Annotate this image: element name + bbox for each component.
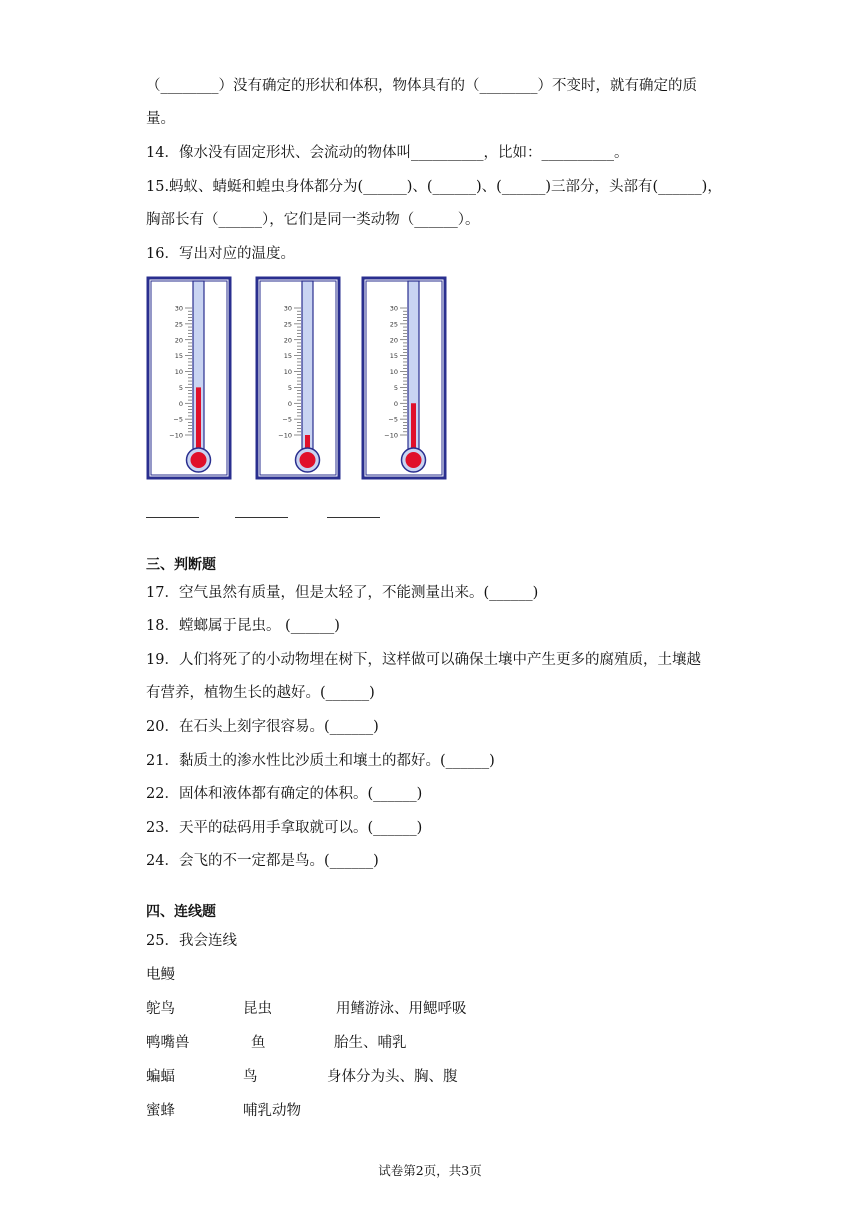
question-15-line-2: 胸部长有（______），它们是同一类动物（______）。	[146, 212, 480, 228]
question-18: 18．螳螂属于昆虫。 (______)	[146, 618, 340, 634]
thermometer-tick-label: 0	[393, 399, 398, 408]
thermometer-tick-label: 20	[174, 336, 183, 345]
match-right-3[interactable]: 身体分为头、胸、腹	[327, 1069, 458, 1085]
match-middle-1[interactable]: 昆虫	[243, 1001, 272, 1017]
thermometer-tick-label: 10	[174, 368, 183, 376]
section-3-title: 三、判断题	[146, 557, 216, 573]
q13-line-2: 量。	[146, 111, 175, 127]
thermometer-tick-label: 20	[389, 336, 398, 345]
match-middle-2[interactable]: 鱼	[251, 1035, 266, 1051]
match-right-2[interactable]: 胎生、哺乳	[334, 1035, 407, 1051]
answer-blank-1[interactable]	[146, 517, 199, 518]
question-16: 16．写出对应的温度。	[146, 246, 295, 262]
question-15-line-1: 15.蚂蚁、蜻蜓和蝗虫身体都分为(______)、(______)、(______)三部分，头部有(______)，	[146, 179, 722, 195]
answer-blank-2[interactable]	[235, 517, 288, 518]
match-middle-4[interactable]: 哺乳动物	[243, 1103, 301, 1119]
thermometer-tick-label: 0	[178, 399, 183, 408]
match-left-4[interactable]: 蝙蝠	[146, 1069, 175, 1085]
thermometer-tick-label: 30	[283, 304, 292, 313]
thermometer-tick-label: 25	[389, 320, 398, 329]
match-left-3[interactable]: 鸭嘴兽	[146, 1035, 190, 1051]
thermometer-tick-label: 20	[283, 336, 292, 345]
question-25: 25．我会连线	[146, 933, 237, 949]
thermometer-tube	[302, 281, 313, 461]
question-24: 24．会飞的不一定都是鸟。(______)	[146, 853, 379, 869]
thermometer-tick-label: 5	[178, 383, 183, 392]
question-20: 20．在石头上刻字很容易。(______)	[146, 719, 379, 735]
match-left-1[interactable]: 电鳗	[146, 967, 175, 983]
thermometer-tick-label: 15	[389, 352, 398, 361]
q13-line-1: （________）没有确定的形状和体积，物体具有的（________）不变时，就有确定的质	[146, 78, 697, 94]
thermometer-tick-label: 5	[287, 383, 292, 392]
thermometer-tick-label: 0	[287, 399, 292, 408]
thermometer-tick-label: 5	[393, 383, 398, 392]
thermometer-tick-label: 15	[283, 352, 292, 361]
thermometer-bulb	[191, 452, 207, 468]
thermometer-bulb	[300, 452, 316, 468]
thermometer-bulb	[406, 452, 422, 468]
thermometer-tick-label: −10	[384, 431, 398, 440]
thermometer-tick-label: 25	[283, 320, 292, 329]
section-4-title: 四、连线题	[146, 904, 216, 920]
thermometer-tick-label: −5	[282, 415, 292, 424]
match-left-2[interactable]: 鸵鸟	[146, 1001, 175, 1017]
question-21: 21．黏质土的渗水性比沙质土和壤土的都好。(______)	[146, 753, 495, 769]
question-23: 23．天平的砝码用手拿取就可以。(______)	[146, 820, 423, 836]
match-middle-3[interactable]: 鸟	[243, 1069, 258, 1085]
match-left-5[interactable]: 蜜蜂	[146, 1103, 175, 1119]
thermometer-tick-label: 30	[174, 304, 183, 313]
thermometer-tick-label: 10	[389, 368, 398, 376]
question-17: 17．空气虽然有质量，但是太轻了，不能测量出来。(______)	[146, 585, 539, 601]
question-14: 14．像水没有固定形状、会流动的物体叫__________，比如：__________。	[146, 145, 629, 161]
question-22: 22．固体和液体都有确定的体积。(______)	[146, 786, 423, 802]
thermometer-figure	[146, 276, 456, 484]
thermometer-tick-label: −5	[173, 415, 183, 424]
thermometer-tick-label: 25	[174, 320, 183, 329]
thermometer-1	[146, 276, 232, 480]
thermometer-tick-label: 30	[389, 304, 398, 313]
match-right-1[interactable]: 用鳍游泳、用鳃呼吸	[336, 1001, 467, 1017]
thermometer-tick-label: 15	[174, 352, 183, 361]
thermometer-3	[361, 276, 447, 480]
thermometer-2	[255, 276, 341, 480]
question-19-line-2: 有营养，植物生长的越好。(______)	[146, 685, 375, 701]
thermometer-tick-label: 10	[283, 368, 292, 376]
answer-blank-3[interactable]	[327, 517, 380, 518]
thermometer-tick-label: −5	[388, 415, 398, 424]
thermometer-tick-label: −10	[169, 431, 183, 440]
question-19-line-1: 19．人们将死了的小动物埋在树下，这样做可以确保土壤中产生更多的腐殖质，土壤越	[146, 652, 701, 668]
page-footer: 试卷第2页，共3页	[378, 1163, 482, 1178]
thermometer-tick-label: −10	[278, 431, 292, 440]
